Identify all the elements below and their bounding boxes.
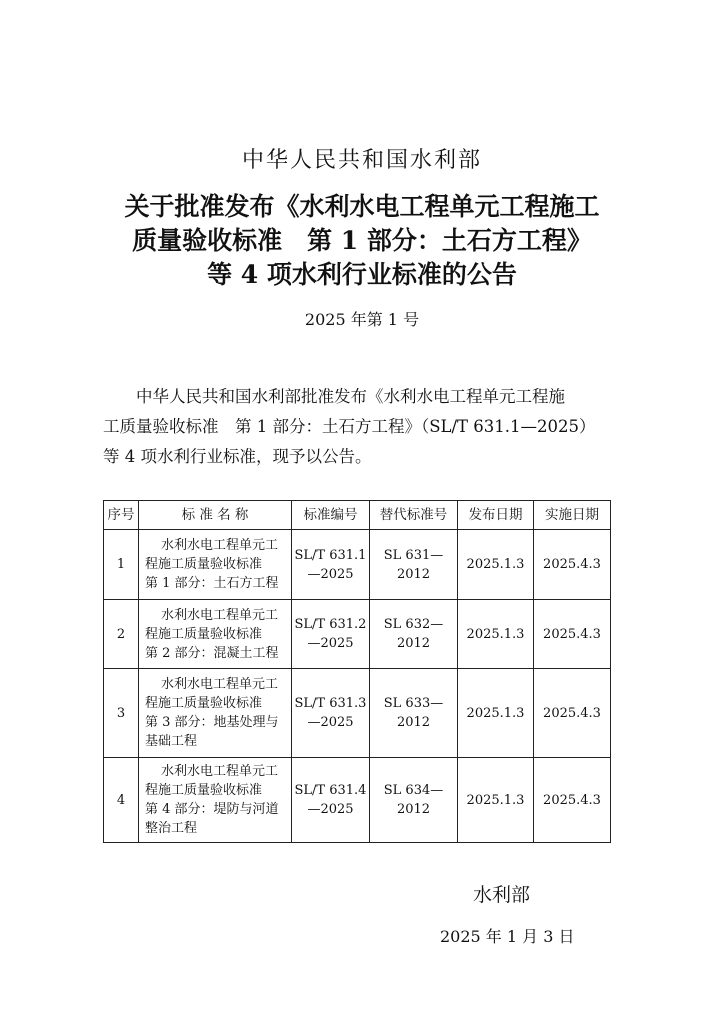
name-line: 程施工质量验收标准 (145, 557, 263, 572)
standard-name (139, 600, 292, 669)
standard-name (139, 758, 292, 843)
title-line: 关于批准发布《水利水电工程单元工程施工 (124, 192, 600, 221)
effective-date: 2025.4.3 (534, 600, 611, 669)
code-line: SL/T 631.3 (294, 696, 367, 711)
header-publish-date: 发布日期 (458, 501, 534, 530)
row-index: 2 (104, 600, 139, 669)
name-line: 程施工质量验收标准 (145, 696, 263, 711)
code-line: SL/T 631.4 (294, 783, 367, 798)
announcement-body (103, 382, 615, 472)
code-line: SL/T 631.2 (294, 617, 367, 632)
code-line: —2025 (307, 802, 354, 817)
table-row (104, 758, 611, 843)
table-row (104, 600, 611, 669)
header-index: 序号 (104, 501, 139, 530)
name-line: 程施工质量验收标准 (145, 783, 263, 798)
header-standard-code: 标准编号 (292, 501, 370, 530)
title-line: 等 4 项水利行业标准的公告 (207, 260, 517, 289)
body-line: 中华人民共和国水利部批准发布《水利水电工程单元工程施 (136, 387, 565, 406)
name-line: 整治工程 (145, 821, 198, 836)
name-line: 水利水电工程单元工 (161, 764, 279, 779)
name-line: 第 2 部分：混凝土工程 (145, 645, 279, 661)
standard-code (292, 669, 370, 758)
row-index: 4 (104, 758, 139, 843)
code-line: —2025 (307, 636, 354, 651)
name-line: 第 3 部分：地基处理与 (145, 715, 279, 730)
effective-date: 2025.4.3 (534, 530, 611, 600)
issue-number: 2025 年第 1 号 (304, 310, 420, 329)
header-effective-date: 实施日期 (534, 501, 611, 530)
replaced-code: SL 632—2012 (370, 600, 458, 669)
code-line: —2025 (307, 715, 354, 730)
name-line: 第 4 部分：堤防与河道 (145, 802, 279, 817)
body-line: 等 4 项水利行业标准，现予以公告。 (103, 447, 372, 466)
code-line: —2025 (307, 566, 354, 582)
name-line: 水利水电工程单元工 (161, 607, 279, 623)
signing-date: 2025 年 1 月 3 日 (440, 927, 575, 946)
name-line: 程施工质量验收标准 (145, 626, 263, 642)
ministry-name: 中华人民共和国水利部 (241, 148, 482, 173)
name-line: 第 1 部分：土石方工程 (145, 576, 279, 591)
publish-date: 2025.1.3 (458, 758, 534, 843)
replaced-code: SL 634—2012 (370, 758, 458, 843)
publish-date: 2025.1.3 (458, 669, 534, 758)
standard-code (292, 758, 370, 843)
standards-table (103, 500, 611, 843)
document-title (0, 190, 724, 292)
publish-date: 2025.1.3 (458, 530, 534, 600)
row-index: 1 (104, 530, 139, 600)
signing-organization: 水利部 (473, 884, 531, 906)
row-index: 3 (104, 669, 139, 758)
replaced-code: SL 633—2012 (370, 669, 458, 758)
name-line: 基础工程 (145, 734, 198, 749)
name-line: 水利水电工程单元工 (161, 677, 279, 692)
name-line: 水利水电工程单元工 (161, 538, 279, 553)
table-row (104, 669, 611, 758)
standard-name (139, 530, 292, 600)
title-line: 质量验收标准 第 1 部分：土石方工程》 (132, 226, 592, 255)
standard-code (292, 600, 370, 669)
effective-date: 2025.4.3 (534, 758, 611, 843)
publish-date: 2025.1.3 (458, 600, 534, 669)
code-line: SL/T 631.1 (294, 547, 367, 563)
standard-code (292, 530, 370, 600)
table-header-row (104, 501, 611, 530)
body-line: 工质量验收标准 第 1 部分：土石方工程》（SL/T 631.1—2025） (103, 417, 596, 436)
header-standard-name: 标 准 名 称 (139, 501, 292, 530)
replaced-code: SL 631—2012 (370, 530, 458, 600)
header-replaced-code: 替代标准号 (370, 501, 458, 530)
table-row (104, 530, 611, 600)
standard-name (139, 669, 292, 758)
effective-date: 2025.4.3 (534, 669, 611, 758)
